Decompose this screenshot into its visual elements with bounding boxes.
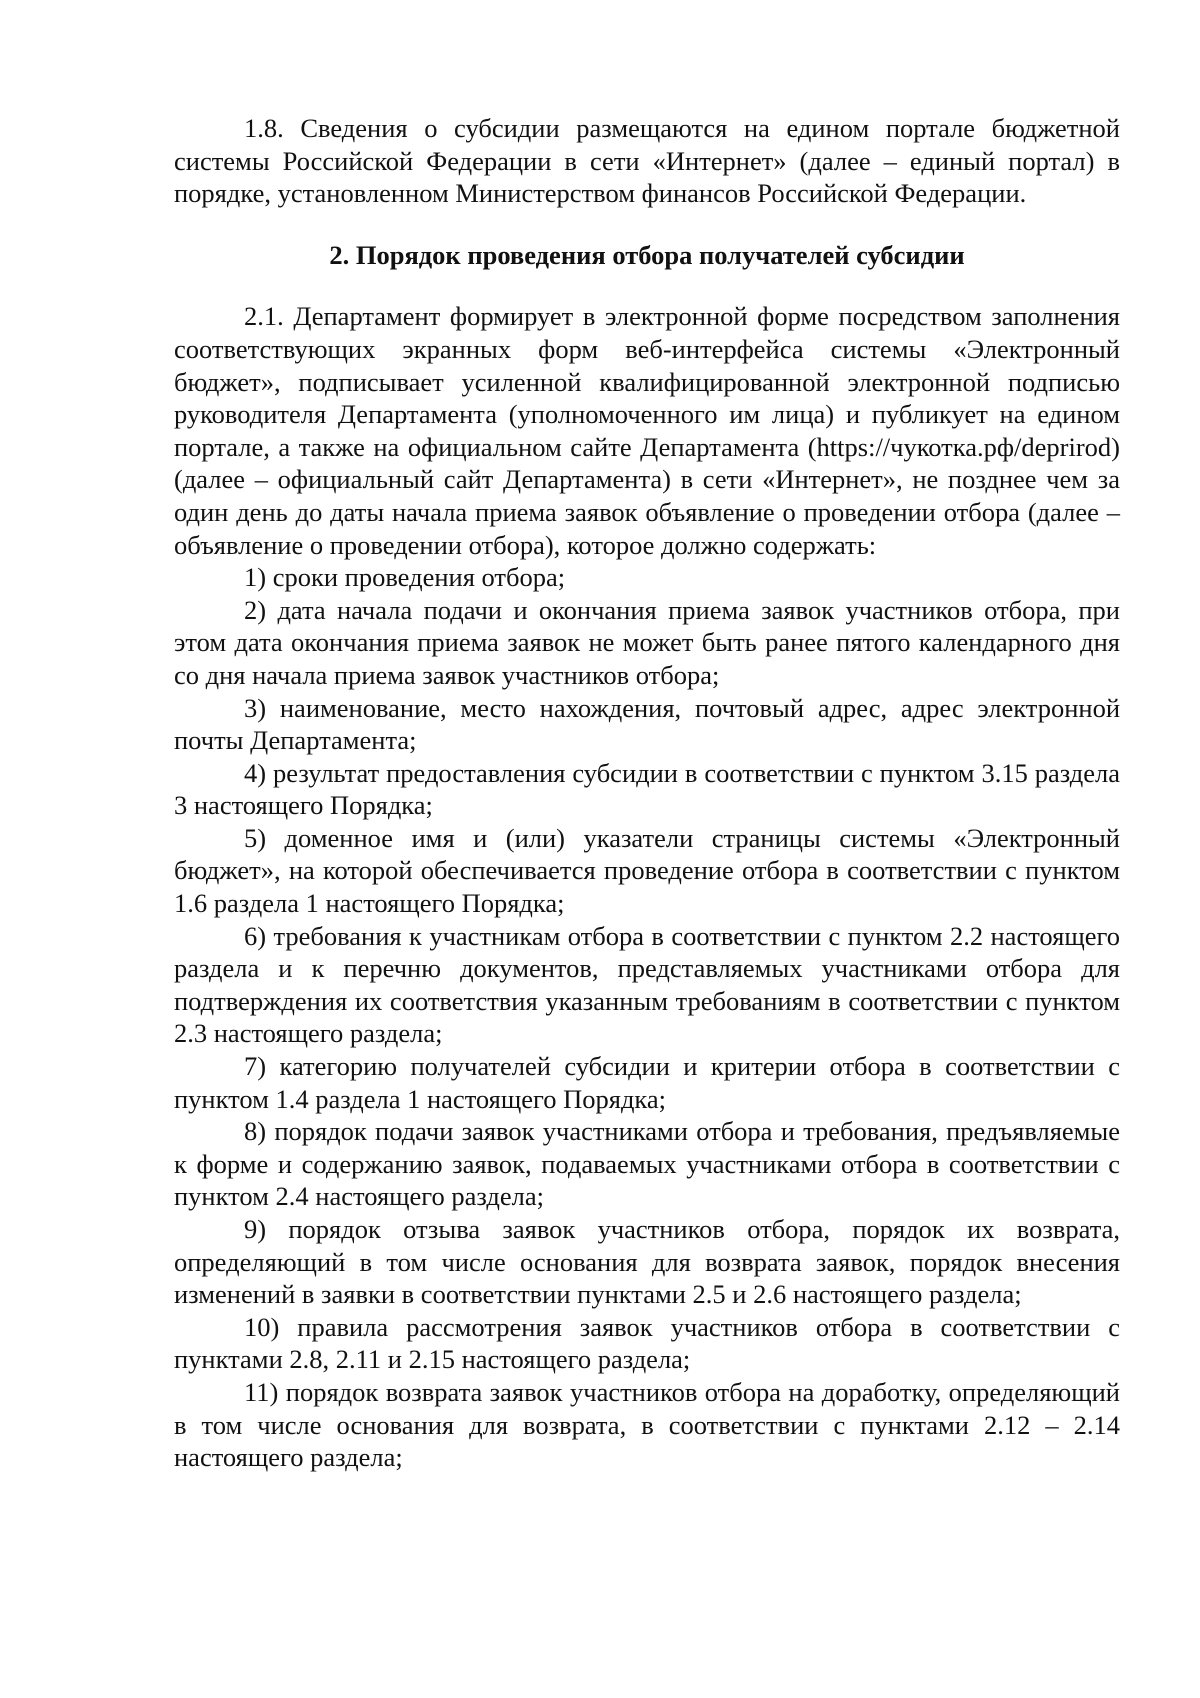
- section-heading: 2. Порядок проведения отбора получателей субсидии: [329, 239, 965, 270]
- document-page: [174, 112, 1120, 1474]
- list-item-9: 9) порядок отзыва заявок участников отбора, порядок их возврата, определяющий в том числе основания для возврата заявок, порядок внесения изменений в заявки в соответствии пунктами 2.5 и 2.6 настоящего раздела;: [174, 1214, 1120, 1310]
- list-item-2: 2) дата начала подачи и окончания приема заявок участников отбора, при этом дата окончания приема заявок не может быть ранее пятого календарного дня со дня начала приема заявок участников отбора;: [174, 594, 1120, 690]
- list-item-10: 10) правила рассмотрения заявок участников отбора в соответствии с пунктами 2.8, 2.11 и 2.15 настоящего раздела;: [174, 1311, 1120, 1375]
- list-item-8: 8) порядок подачи заявок участниками отбора и требования, предъявляемые к форме и содержанию заявок, подаваемых участниками отбора в соответствии с пунктом 2.4 настоящего раздела;: [174, 1116, 1120, 1212]
- paragraph-1-8: 1.8. Сведения о субсидии размещаются на едином портале бюджетной системы Российской Федерации в сети «Интернет» (далее – единый портал) в порядке, установленном Министерством финансов Российской Федерации.: [174, 113, 1120, 209]
- list-item-1: 1) сроки проведения отбора;: [244, 562, 566, 593]
- list-item-11: 11) порядок возврата заявок участников отбора на доработку, определяющий в том числе основания для возврата, в соответствии с пунктами 2.12 – 2.14 настоящего раздела;: [174, 1376, 1120, 1473]
- paragraph-2-1: 2.1. Департамент формирует в электронной форме посредством заполнения соответствующих экранных форм веб-интерфейса системы «Электронный бюджет», подписывает усиленной квалифицированной электронной подписью руководителя Департамента (уполномоченного им лица) и публикует на едином портале, а также на официальном сайте Департамента (https://чукотка.рф/deprirod) (далее – официальный сайт Департамента) в сети «Интернет», не позднее чем за один день до даты начала приема заявок объявление о проведении отбора (далее – объявление о проведении отбора), которое должно содержать:: [174, 301, 1120, 560]
- list-item-4: 4) результат предоставления субсидии в соответствии с пунктом 3.15 раздела 3 настоящего Порядка;: [174, 757, 1120, 821]
- list-item-7: 7) категорию получателей субсидии и критерии отбора в соответствии с пунктом 1.4 раздела 1 настоящего Порядка;: [174, 1051, 1120, 1114]
- list-item-3: 3) наименование, место нахождения, почтовый адрес, адрес электронной почты Департамента;: [174, 692, 1120, 756]
- list-item-6: 6) требования к участникам отбора в соответствии с пунктом 2.2 настоящего раздела и к перечню документов, представляемых участниками отбора для подтверждения их соответствия указанным требованиям в соответствии с пунктом 2.3 настоящего раздела;: [174, 920, 1120, 1049]
- list-item-5: 5) доменное имя и (или) указатели страницы системы «Электронный бюджет», на которой обеспечивается проведение отбора в соответствии с пунктом 1.6 раздела 1 настоящего Порядка;: [174, 822, 1120, 919]
